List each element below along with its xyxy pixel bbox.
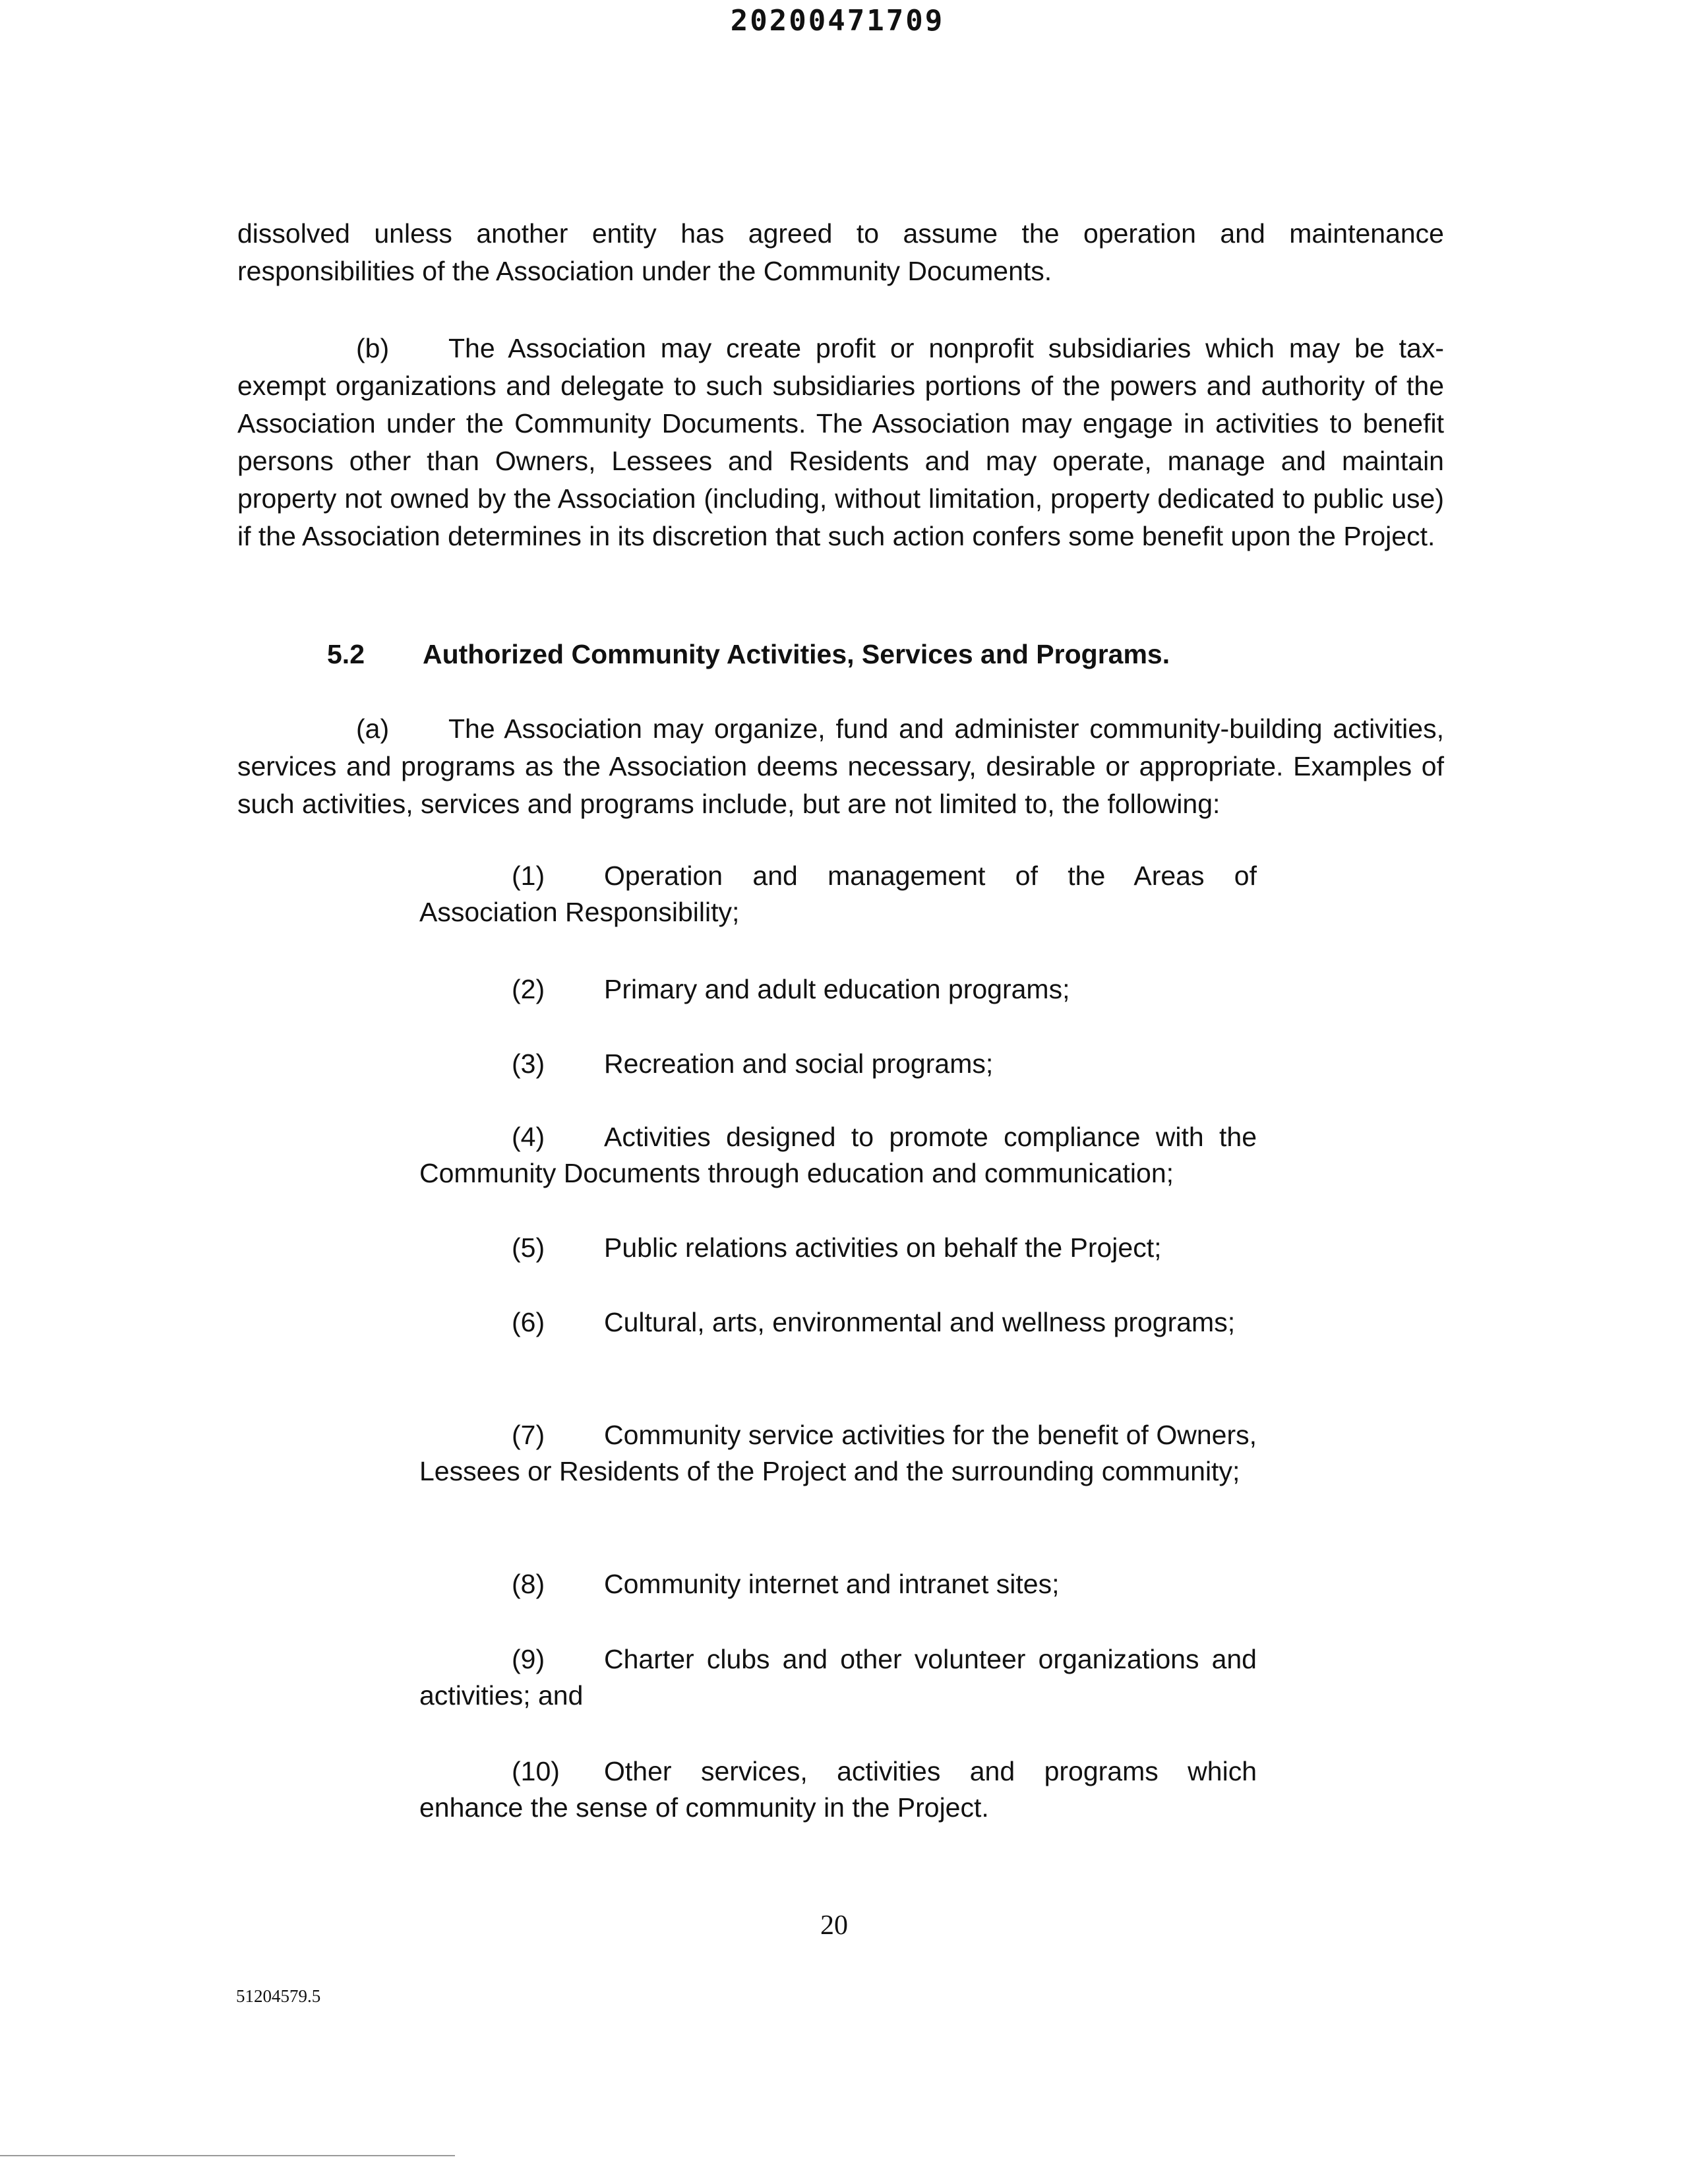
list-item xyxy=(419,1304,1257,1341)
list-item-text: Community internet and intranet sites; xyxy=(604,1569,1060,1599)
list-item-text: Charter clubs and other volunteer organizations and activities; and xyxy=(419,1644,1257,1711)
list-item-number: (2) xyxy=(512,974,545,1004)
document-id: 51204579.5 xyxy=(236,1986,321,2006)
list-item-text: Primary and adult education programs; xyxy=(604,974,1070,1004)
paragraph-a xyxy=(237,710,1444,823)
list-item-text: Other services, activities and programs which enhance the sense of community in the Project. xyxy=(419,1756,1257,1823)
paragraph-a-text: The Association may organize, fund and administer community-building activities, services and programs as the Association deems necessary, desirable or appropriate. Examples of such activities, services and programs include, but are not limited to, the following: xyxy=(237,713,1444,819)
list-item-number: (9) xyxy=(512,1644,545,1674)
list-item-number: (4) xyxy=(512,1122,545,1152)
list-item-text: Community service activities for the benefit of Owners, Lessees or Residents of the Project and the surrounding community; xyxy=(419,1420,1257,1486)
list-item-number: (1) xyxy=(512,861,545,891)
scan-artifact-line xyxy=(0,2155,455,2156)
list-item xyxy=(419,1753,1257,1826)
list-item xyxy=(419,858,1257,930)
list-item xyxy=(419,971,1257,1008)
list-item-number: (8) xyxy=(512,1569,545,1599)
paragraph-b xyxy=(237,330,1444,555)
list-item xyxy=(419,1119,1257,1192)
page-number: 20 xyxy=(820,1910,848,1941)
list-item xyxy=(419,1417,1257,1490)
continuation-text: dissolved unless another entity has agreed to assume the operation and maintenance responsibilities of the Association under the Community Documents. xyxy=(237,218,1444,286)
list-item-text: Cultural, arts, environmental and wellness programs; xyxy=(604,1307,1236,1337)
list-item-number: (10) xyxy=(512,1756,560,1786)
list-item-number: (7) xyxy=(512,1420,545,1450)
list-item xyxy=(419,1641,1257,1714)
section-title: Authorized Community Activities, Services and Programs. xyxy=(423,639,1170,669)
list-item-text: Recreation and social programs; xyxy=(604,1048,994,1079)
list-item-text: Public relations activities on behalf the Project; xyxy=(604,1232,1162,1263)
section-number: 5.2 xyxy=(327,639,365,669)
list-item-number: (6) xyxy=(512,1307,545,1337)
list-item-number: (5) xyxy=(512,1232,545,1263)
list-item-text: Operation and management of the Areas of Association Responsibility; xyxy=(419,861,1257,927)
list-item xyxy=(419,1230,1257,1266)
paragraph-b-label: (b) xyxy=(356,333,390,363)
list-item-number: (3) xyxy=(512,1048,545,1079)
continuation-paragraph xyxy=(237,215,1444,290)
paragraph-a-label: (a) xyxy=(356,713,390,744)
list-item xyxy=(419,1566,1257,1602)
list-item-text: Activities designed to promote compliance with the Community Documents through education and communication; xyxy=(419,1122,1257,1188)
paragraph-b-text: The Association may create profit or nonprofit subsidiaries which may be tax-exempt organizations and delegate to such subsidiaries portions of the powers and authority of the Association under the Community Documents. The Association may engage in activities to benefit persons other than Owners, Lessees and Residents and may operate, manage and maintain property not owned by the Association (including, without limitation, property dedicated to public use) if the Association determines in its discretion that such action confers some benefit upon the Project. xyxy=(237,333,1444,551)
section-heading xyxy=(327,636,1170,673)
recording-number: 20200471709 xyxy=(730,4,945,38)
list-item xyxy=(419,1046,1257,1082)
